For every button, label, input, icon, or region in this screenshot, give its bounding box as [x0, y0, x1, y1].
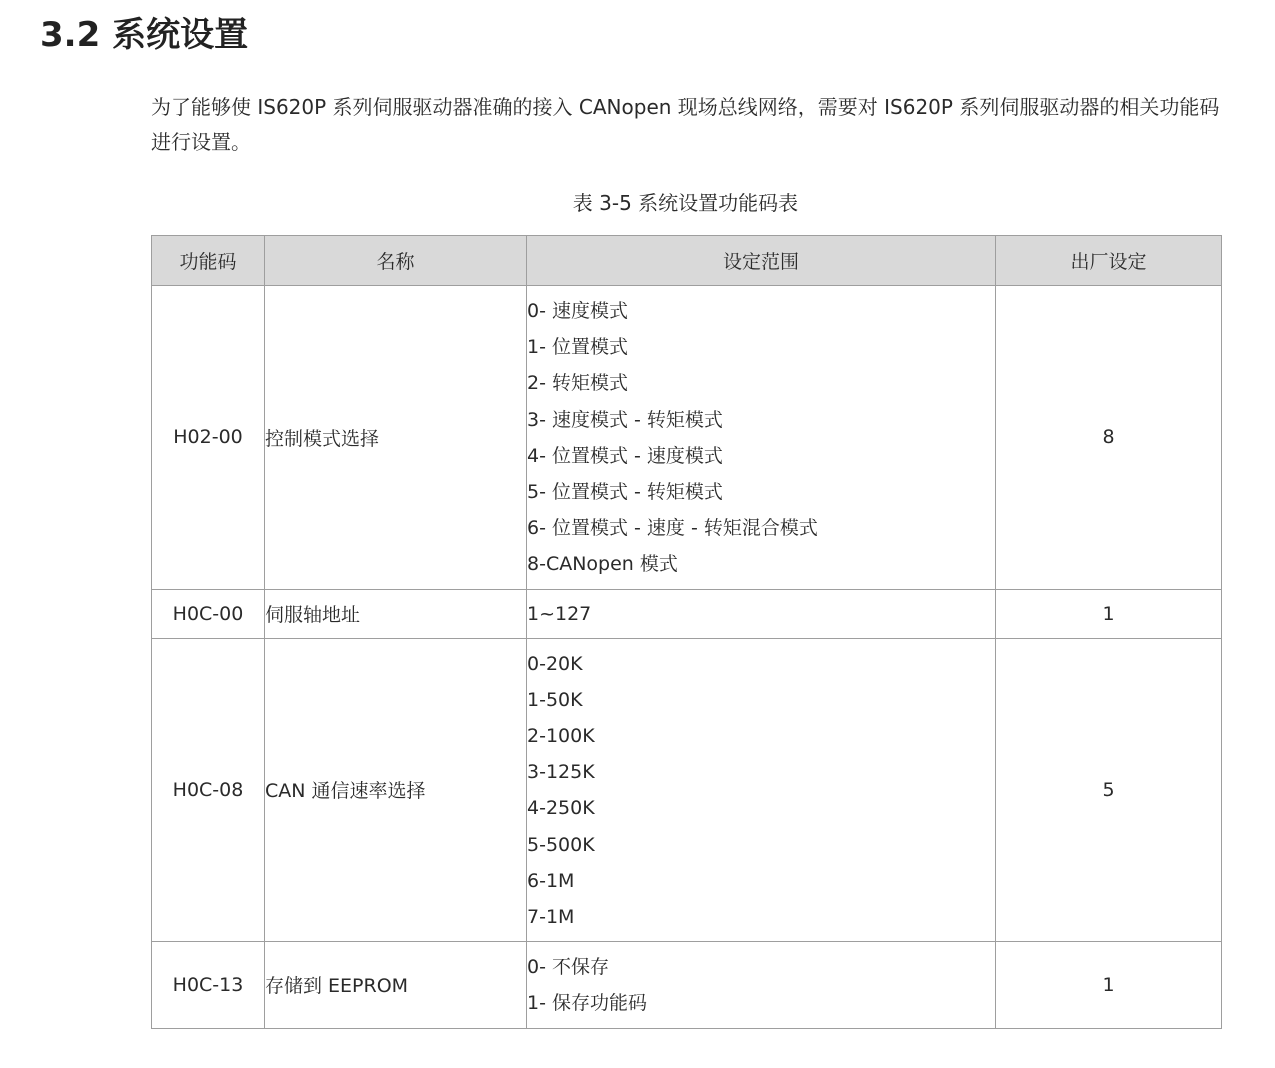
row-default: 8 — [996, 286, 1222, 590]
row-default: 5 — [996, 638, 1222, 942]
table-row — [152, 286, 1222, 590]
row-code: H0C-00 — [152, 589, 265, 638]
row-range — [527, 942, 996, 1028]
row-range: 1~127 — [527, 589, 996, 638]
row-name: CAN 通信速率选择 — [265, 638, 527, 942]
header-range: 设定范围 — [527, 236, 996, 286]
range-option: 4- 位置模式 - 速度模式 — [527, 444, 723, 467]
range-option: 5-500K — [527, 833, 595, 856]
intro-paragraph: 为了能够使 IS620P 系列伺服驱动器准确的接入 CANopen 现场总线网络，需要对 IS620P 系列伺服驱动器的相关功能码进行设置。 — [151, 95, 1220, 154]
header-name: 名称 — [265, 236, 527, 286]
row-range — [527, 638, 996, 942]
header-default: 出厂设定 — [996, 236, 1222, 286]
table-row — [152, 638, 1222, 942]
table-row — [152, 942, 1222, 1028]
range-option: 2- 转矩模式 — [527, 372, 628, 395]
row-default: 1 — [996, 942, 1222, 1028]
row-code: H0C-13 — [152, 942, 265, 1028]
row-name: 控制模式选择 — [265, 286, 527, 590]
header-code: 功能码 — [152, 236, 265, 286]
range-options — [527, 639, 995, 942]
range-option: 5- 位置模式 - 转矩模式 — [527, 481, 723, 504]
header-row — [152, 236, 1222, 286]
row-default: 1 — [996, 589, 1222, 638]
range-option: 1-50K — [527, 688, 583, 711]
range-option: 1- 位置模式 — [527, 336, 628, 359]
range-option: 3- 速度模式 - 转矩模式 — [527, 408, 723, 431]
row-name: 伺服轴地址 — [265, 589, 527, 638]
range-option: 6-1M — [527, 869, 575, 892]
system-settings-table — [151, 235, 1222, 1029]
row-range — [527, 286, 996, 590]
range-option: 8-CANopen 模式 — [527, 553, 678, 576]
section-title: 3.2 系统设置 — [40, 15, 249, 55]
range-option: 0-20K — [527, 652, 583, 675]
row-code: H0C-08 — [152, 638, 265, 942]
range-option: 7-1M — [527, 906, 575, 929]
range-option: 3-125K — [527, 761, 595, 784]
range-options — [527, 286, 995, 589]
range-option: 4-250K — [527, 797, 595, 820]
row-code: H02-00 — [152, 286, 265, 590]
row-name: 存储到 EEPROM — [265, 942, 527, 1028]
range-option: 0- 不保存 — [527, 956, 609, 979]
range-option: 0- 速度模式 — [527, 300, 628, 322]
range-option: 6- 位置模式 - 速度 - 转矩混合模式 — [527, 517, 818, 540]
range-option: 1- 保存功能码 — [527, 992, 647, 1015]
range-options — [527, 942, 995, 1027]
table-header — [152, 236, 1222, 286]
table-caption: 表 3-5 系统设置功能码表 — [572, 191, 799, 215]
table-row — [152, 589, 1222, 638]
range-option: 2-100K — [527, 725, 595, 748]
